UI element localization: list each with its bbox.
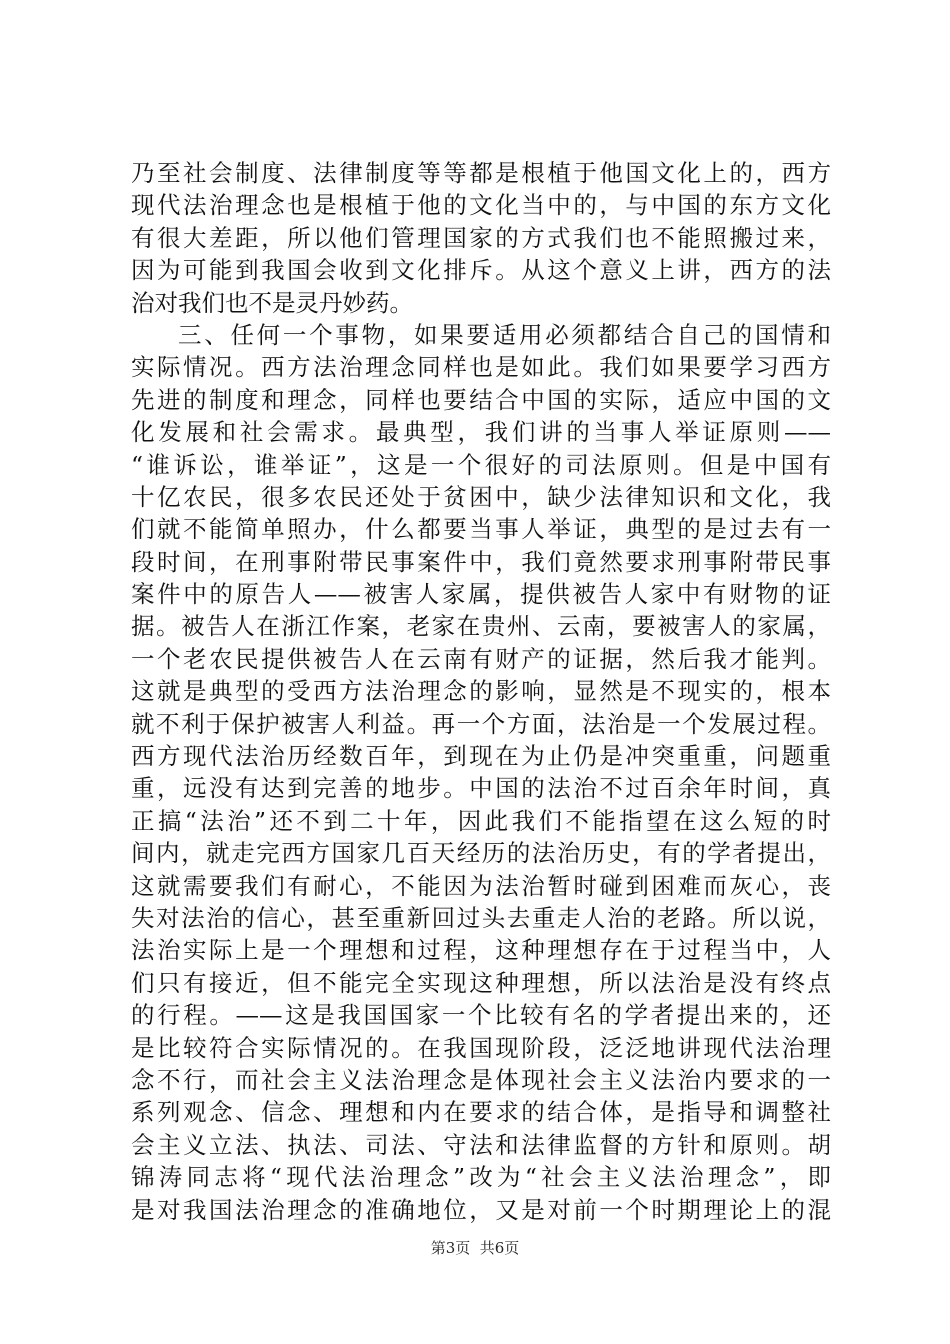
text-line: 西方现代法治历经数百年，到现在为止仍是冲突重重，问题重: [131, 742, 831, 771]
text-line: 的行程。——这是我国国家一个比较有名的学者提出来的，还: [131, 1001, 831, 1030]
text-line: 先进的制度和理念，同样也要结合中国的实际，适应中国的文: [131, 385, 831, 414]
text-line: 治对我们也不是灵丹妙药。: [131, 288, 413, 317]
text-line: “谁诉讼，谁举证”，这是一个很好的司法原则。但是中国有: [131, 450, 831, 479]
text-line: 们就不能简单照办，什么都要当事人举证，典型的是过去有一: [131, 515, 831, 544]
text-line: 实际情况。西方法治理念同样也是如此。我们如果要学习西方: [131, 353, 831, 382]
text-line: 因为可能到我国会收到文化排斥。从这个意义上讲，西方的法: [131, 256, 831, 285]
text-line: 段时间，在刑事附带民事案件中，我们竟然要求刑事附带民事: [131, 547, 831, 576]
text-line: 这就是典型的受西方法治理念的影响，显然是不现实的，根本: [131, 677, 831, 706]
text-line: 正搞“法治”还不到二十年，因此我们不能指望在这么短的时: [131, 806, 831, 835]
text-line: 乃至社会制度、法律制度等等都是根植于他国文化上的，西方: [131, 159, 831, 187]
text-line: 就不利于保护被害人利益。再一个方面，法治是一个发展过程。: [131, 709, 831, 738]
text-line: 锦涛同志将“现代法治理念”改为“社会主义法治理念”，即: [131, 1163, 831, 1192]
text-line: 这就需要我们有耐心，不能因为法治暂时碰到困难而灰心，丧: [131, 871, 831, 900]
text-line: 系列观念、信念、理想和内在要求的结合体，是指导和调整社: [131, 1098, 831, 1127]
text-line: 案件中的原告人——被害人家属，提供被告人家中有财物的证: [131, 580, 831, 609]
text-line: 会主义立法、执法、司法、守法和法律监督的方针和原则。胡: [131, 1130, 831, 1159]
text-line: 们只有接近，但不能完全实现这种理想，所以法治是没有终点: [131, 968, 831, 997]
text-line: 失对法治的信心，甚至重新回过头去重走人治的老路。所以说，: [131, 903, 831, 932]
text-line: 有很大差距，所以他们管理国家的方式我们也不能照搬过来，: [131, 223, 831, 252]
paragraph-first-line: 三、任何一个事物，如果要适用必须都结合自己的国情和: [178, 320, 831, 349]
text-line: 是对我国法治理念的准确地位，又是对前一个时期理论上的混: [131, 1195, 831, 1224]
text-line: 化发展和社会需求。最典型，我们讲的当事人举证原则——: [131, 418, 831, 447]
text-line: 现代法治理念也是根植于他的文化当中的，与中国的东方文化: [131, 191, 831, 220]
document-body: [131, 157, 831, 1226]
text-line: 法治实际上是一个理想和过程，这种理想存在于过程当中，人: [131, 936, 831, 965]
text-line: 一个老农民提供被告人在云南有财产的证据，然后我才能判。: [131, 644, 831, 673]
text-line: 十亿农民，很多农民还处于贫困中，缺少法律知识和文化，我: [131, 482, 831, 511]
text-line: 是比较符合实际情况的。在我国现阶段，泛泛地讲现代法治理: [131, 1033, 831, 1062]
text-line: 念不行，而社会主义法治理念是体现社会主义法治内要求的一: [131, 1065, 831, 1094]
text-line: 间内，就走完西方国家几百天经历的法治历史，有的学者提出，: [131, 839, 831, 868]
text-line: 据。被告人在浙江作案，老家在贵州、云南，要被害人的家属，: [131, 612, 831, 641]
page-number-footer: 第3页 共6页: [430, 1239, 520, 1257]
text-line: 重，远没有达到完善的地步。中国的法治不过百余年时间，真: [131, 774, 831, 803]
